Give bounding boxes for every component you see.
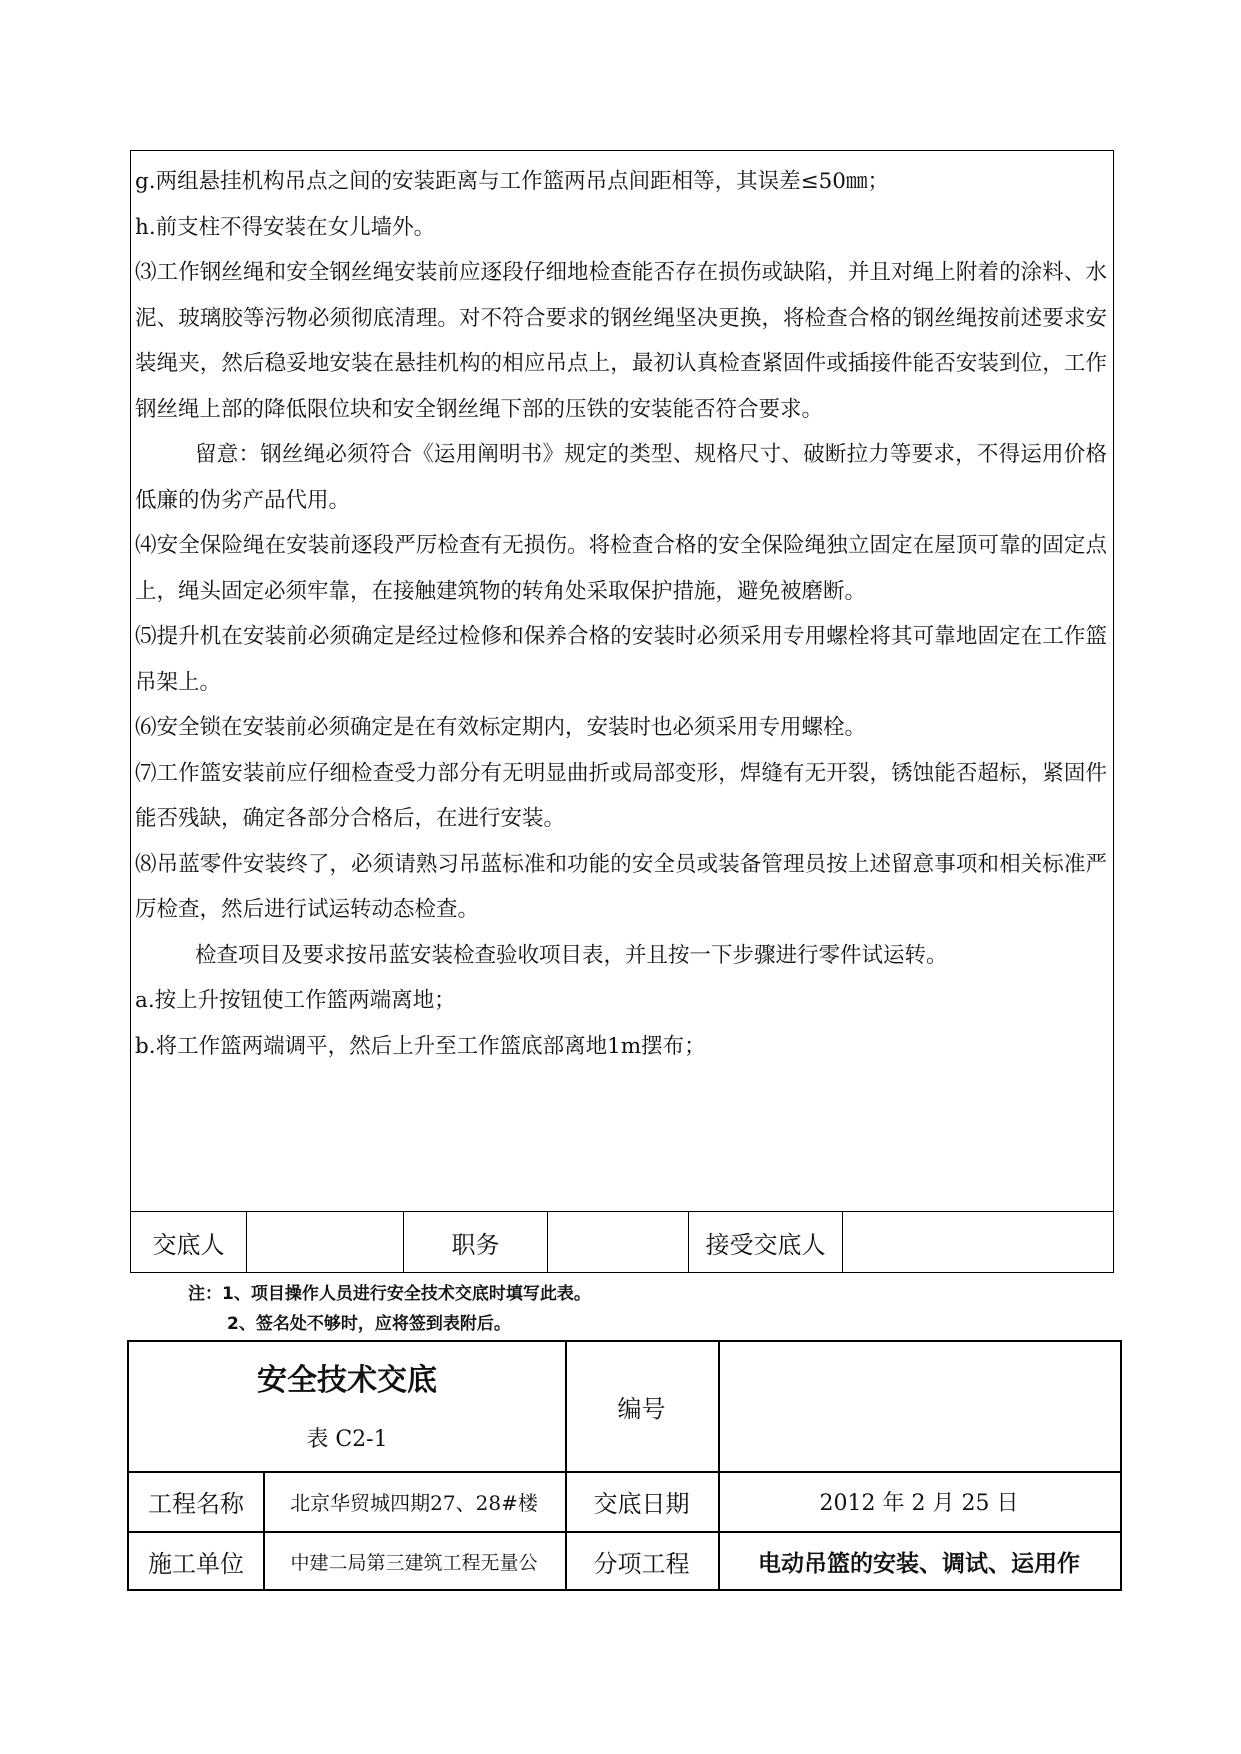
number-label: 编号 [617, 1395, 666, 1423]
content-frame [130, 150, 1114, 1273]
subproject-label: 分项工程 [593, 1549, 690, 1578]
number-value[interactable] [718, 1342, 1120, 1471]
paragraph: b.将工作篮两端调平，然后上升至工作篮底部离地1m摆布； [135, 1033, 706, 1059]
receiver-value[interactable] [843, 1212, 1112, 1272]
paragraph: ⑹安全锁在安装前必须确定是在有效标定期内，安装时也必须采用专用螺栓。 [135, 715, 867, 740]
project-name-value: 北京华贸城四期27、28#楼 [290, 1490, 538, 1515]
unit-value: 中建二局第三建筑工程无量公 [290, 1551, 538, 1574]
paragraph: ⑺工作篮安装前应仔细检查受力部分有无明显曲折或局部变形，焊缝有无开裂，锈蚀能否超标，紧固件能否残缺，确定各部分合格后，在进行安装。 [135, 760, 1107, 831]
form-code: 表 C2-1 [306, 1426, 388, 1452]
project-name-label: 工程名称 [148, 1489, 244, 1518]
paragraph: 检查项目及要求按吊蓝安装检查验收项目表，并且按一下步骤进行零件试运转。 [195, 942, 948, 968]
paragraph: ⑶工作钢丝绳和安全钢丝绳安装前应逐段仔细地检查能否存在损伤或缺陷，并且对绳上附着的涂料、水泥、玻璃胶等污物必须彻底清理。对不符合要求的钢丝绳坚决更换，将检查合格的钢丝绳按前述要求安装绳夹，然后稳妥地安装在悬挂机构的相应吊点上，最初认真检查紧固件或插接件能否安装到位，工作钢丝绳上部的降低限位块和安全钢丝绳下部的压铁的安装能否符合要求。 [135, 260, 1107, 422]
presenter-label: 交底人 [131, 1212, 247, 1272]
receiver-label: 接受交底人 [689, 1212, 843, 1272]
form-header-table [127, 1340, 1122, 1591]
date-label: 交底日期 [593, 1489, 690, 1518]
paragraph: g.两组悬挂机构吊点之间的安装距离与工作篮两吊点间距相等，其误差≤50㎜； [135, 169, 889, 194]
position-value[interactable] [548, 1212, 689, 1272]
position-label: 职务 [404, 1212, 548, 1272]
paragraph: ⑸提升机在安装前必须确定是经过检修和保养合格的安装时必须采用专用螺栓将其可靠地固定在工作篮吊架上。 [135, 624, 1107, 695]
note-line-2: 2、签名处不够时，应将签到表附后。 [227, 1314, 511, 1334]
paragraph: ⑷安全保险绳在安装前逐段严厉检查有无损伤。将检查合格的安全保险绳独立固定在屋顶可靠的固定点上，绳头固定必须牢靠，在接触建筑物的转角处采取保护措施，避免被磨断。 [135, 533, 1107, 604]
subproject-value: 电动吊篮的安装、调试、运用作 [758, 1550, 1080, 1577]
form-title: 安全技术交底 [257, 1363, 437, 1398]
content-body [135, 159, 1107, 1069]
note-line-1: 注：1、项目操作人员进行安全技术交底时填写此表。 [188, 1284, 591, 1304]
presenter-value[interactable] [247, 1212, 404, 1272]
paragraph: 留意：钢丝绳必须符合《运用阐明书》规定的类型、规格尺寸、破断拉力等要求，不得运用价格低廉的伪劣产品代用。 [135, 442, 1107, 513]
signature-row [131, 1211, 1113, 1272]
paragraph: h.前支柱不得安装在女儿墙外。 [135, 214, 436, 240]
paragraph: a.按上升按钮使工作篮两端离地； [135, 988, 456, 1013]
date-value: 2012 年 2 月 25 日 [819, 1490, 1019, 1516]
unit-label: 施工单位 [148, 1549, 244, 1578]
paragraph: ⑻吊蓝零件安装终了，必须请熟习吊蓝标准和功能的安全员或装备管理员按上述留意事项和相关标准严厉检查，然后进行试运转动态检查。 [135, 851, 1107, 922]
